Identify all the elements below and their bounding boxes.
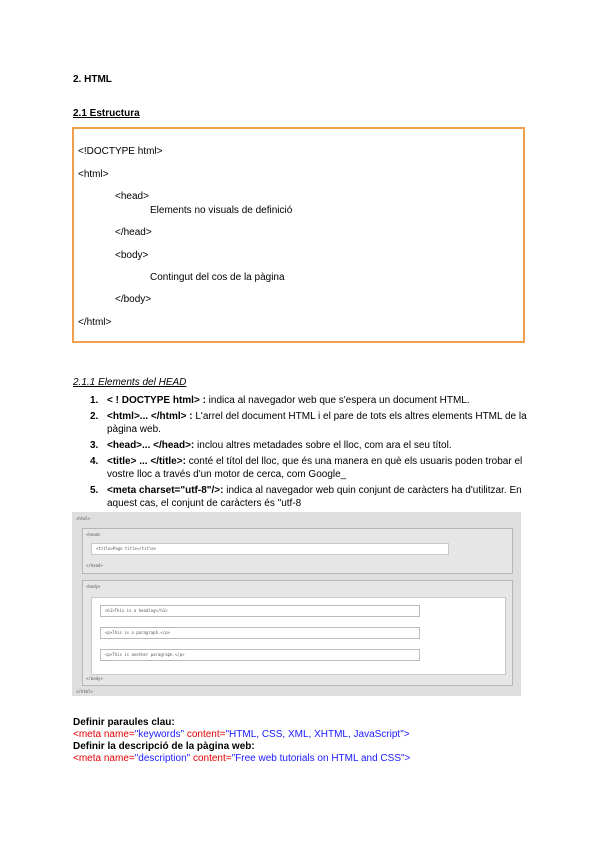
meta-content-attr: content=	[186, 729, 226, 740]
meta-name-value: "keywords"	[134, 729, 187, 740]
list-desc: L'arrel del document HTML i el pare de tots els altres elements HTML de la pàgina web.	[107, 411, 527, 435]
fig-body-open: <body>	[86, 584, 101, 589]
code-line: <head>	[115, 191, 149, 202]
code-line: <body>	[115, 250, 149, 261]
fig-p1-box	[100, 627, 420, 639]
code-line: </html>	[78, 317, 112, 328]
structure-code-box	[72, 127, 525, 343]
list-term: <meta charset="utf-8"/>:	[107, 485, 224, 496]
meta-tag-close: >	[404, 753, 411, 764]
list-term: <head>... </head>:	[107, 440, 195, 451]
meta-name-attr: name=	[103, 753, 135, 764]
fig-p2-box	[100, 649, 420, 661]
meta-name-attr: name=	[103, 729, 135, 740]
fig-head-frame	[82, 528, 513, 574]
fig-head-open: <head>	[86, 532, 101, 537]
list-item	[90, 484, 530, 510]
fig-title-line: <title>Page title</title>	[96, 546, 157, 551]
fig-body-close: </body>	[86, 676, 103, 681]
list-desc: indica al navegador web que s'espera un document HTML.	[205, 395, 470, 406]
meta-name-value: "description"	[134, 753, 193, 764]
code-line: </body>	[115, 294, 152, 305]
fig-p2-line: <p>This is another paragraph.</p>	[105, 652, 185, 657]
fig-body-frame	[82, 580, 513, 686]
list-term: < ! DOCTYPE html> :	[107, 395, 206, 406]
meta-content-value: "Free web tutorials on HTML and CSS"	[231, 753, 405, 764]
subsection-heading: 2.1 Estructura	[73, 108, 140, 119]
description-meta-line	[73, 753, 410, 765]
code-line: Elements no visuals de definició	[150, 205, 293, 216]
fig-p1-line: <p>This is a paragraph.</p>	[105, 630, 171, 635]
list-number: 2.	[90, 411, 99, 422]
list-number: 5.	[90, 485, 99, 496]
list-desc: indica al navegador web quin conjunt de caràcters ha d'utilitzar. En aquest cas, el conjunt de caràcters és "utf-8	[107, 485, 522, 509]
fig-title-box	[91, 543, 449, 555]
keywords-meta-line	[73, 729, 410, 741]
meta-tag-open: <meta	[73, 729, 104, 740]
fig-html-close: </html>	[76, 689, 93, 694]
meta-content-attr: content=	[192, 753, 232, 764]
list-number: 4.	[90, 456, 99, 467]
fig-body-content	[91, 597, 506, 675]
description-label: Definir la descripció de la pàgina web:	[73, 741, 255, 752]
list-item	[90, 439, 530, 452]
fig-h1-line: <h1>This is a heading</h1>	[105, 608, 168, 613]
list-desc: conté el títol del lloc, que és una manera en què els usuaris poden trobar el vostre lloc a través d'un motor de cerca, com Google_	[107, 456, 523, 480]
list-item	[90, 455, 530, 481]
subsubsection-heading: 2.1.1 Elements del HEAD	[73, 377, 187, 388]
code-line: Contingut del cos de la pàgina	[150, 272, 285, 283]
meta-tag-close: >	[403, 729, 410, 740]
section-heading: 2. HTML	[73, 74, 112, 85]
list-term: <title> ... </title>:	[107, 456, 186, 467]
list-term: <html>... </html> :	[107, 411, 193, 422]
list-number: 1.	[90, 395, 99, 406]
fig-html-open: <html>	[76, 516, 91, 521]
fig-h1-box	[100, 605, 420, 617]
head-elements-list	[90, 394, 530, 513]
list-item	[90, 394, 530, 407]
code-line: <!DOCTYPE html>	[78, 146, 163, 157]
list-number: 3.	[90, 440, 99, 451]
html-structure-figure	[72, 512, 521, 696]
meta-examples	[73, 717, 410, 765]
list-desc: inclou altres metadades sobre el lloc, com ara el seu títol.	[194, 440, 452, 451]
list-item	[90, 410, 530, 436]
fig-head-close: </head>	[86, 563, 103, 568]
code-line: <html>	[78, 169, 109, 180]
code-line: </head>	[115, 227, 152, 238]
meta-tag-open: <meta	[73, 753, 104, 764]
meta-content-value: "HTML, CSS, XML, XHTML, JavaScript"	[225, 729, 404, 740]
keywords-label: Definir paraules clau:	[73, 717, 175, 728]
